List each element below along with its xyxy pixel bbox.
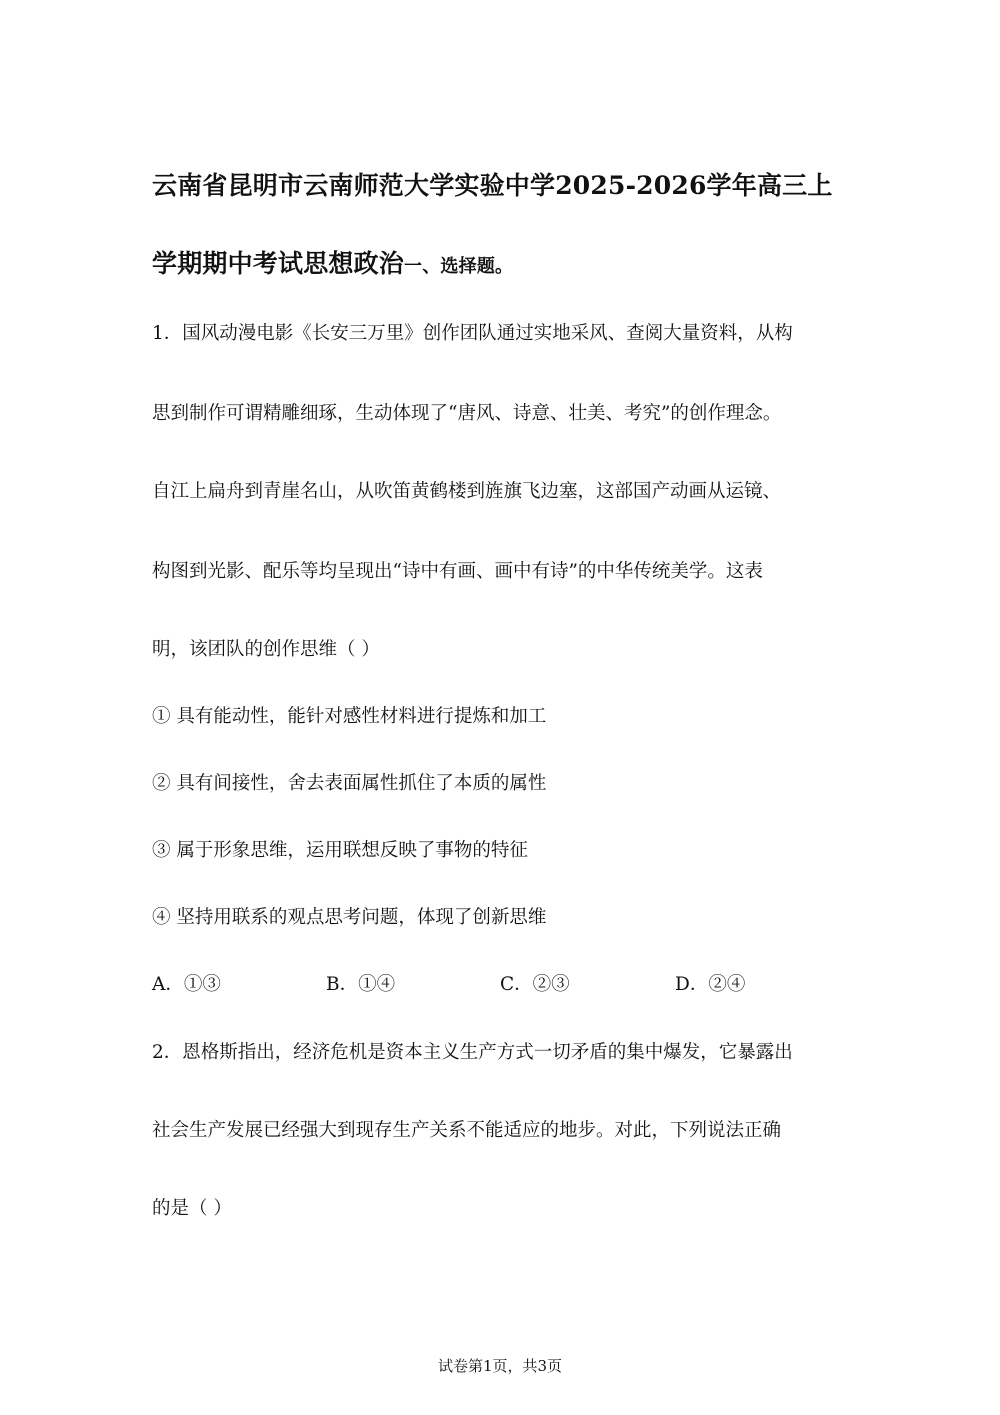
q1-option-a: A．①③ bbox=[152, 974, 221, 995]
page-footer: 试卷第1页，共3页 bbox=[437, 1357, 563, 1375]
q1-statement: ① 具有能动性，能针对感性材料进行提炼和加工 bbox=[152, 706, 547, 727]
q1-stem-line: 构图到光影、配乐等均呈现出“诗中有画、画中有诗”的中华传统美学。这表 bbox=[152, 561, 763, 582]
q2-stem-line: 社会生产发展已经强大到现存生产关系不能适应的地步。对此，下列说法正确 bbox=[152, 1120, 782, 1141]
q1-statement: ④ 坚持用联系的观点思考问题，体现了创新思维 bbox=[152, 907, 547, 928]
q1-option-c: C．②③ bbox=[500, 974, 570, 995]
q1-statement: ② 具有间接性，舍去表面属性抓住了本质的属性 bbox=[152, 773, 547, 794]
q1-stem-line: 1．国风动漫电影《长安三万里》创作团队通过实地采风、查阅大量资料，从构 bbox=[152, 323, 793, 344]
exam-title-line-2 bbox=[152, 248, 513, 283]
exam-title-text-2: 学期期中考试思想政治 bbox=[152, 249, 405, 278]
q1-statement: ③ 属于形象思维，运用联想反映了事物的特征 bbox=[152, 840, 528, 861]
exam-title-text-1: 云南省昆明市云南师范大学实验中学2025-2026学年高三上 bbox=[152, 171, 833, 200]
section-heading: 一、选择题。 bbox=[404, 256, 514, 277]
q2-stem-line: 的是（ ） bbox=[152, 1198, 232, 1219]
q1-option-d: D．②④ bbox=[675, 974, 746, 995]
q1-option-b: B．①④ bbox=[326, 974, 396, 995]
q2-stem-line: 2．恩格斯指出，经济危机是资本主义生产方式一切矛盾的集中爆发，它暴露出 bbox=[152, 1042, 793, 1063]
exam-title-line-1 bbox=[152, 170, 833, 202]
q1-stem-line: 思到制作可谓精雕细琢，生动体现了“唐风、诗意、壮美、考究”的创作理念。 bbox=[152, 403, 782, 424]
q1-stem-line: 明，该团队的创作思维（ ） bbox=[152, 639, 380, 660]
q1-stem-line: 自江上扁舟到青崖名山，从吹笛黄鹤楼到旌旗飞边塞，这部国产动画从运镜、 bbox=[152, 481, 782, 502]
